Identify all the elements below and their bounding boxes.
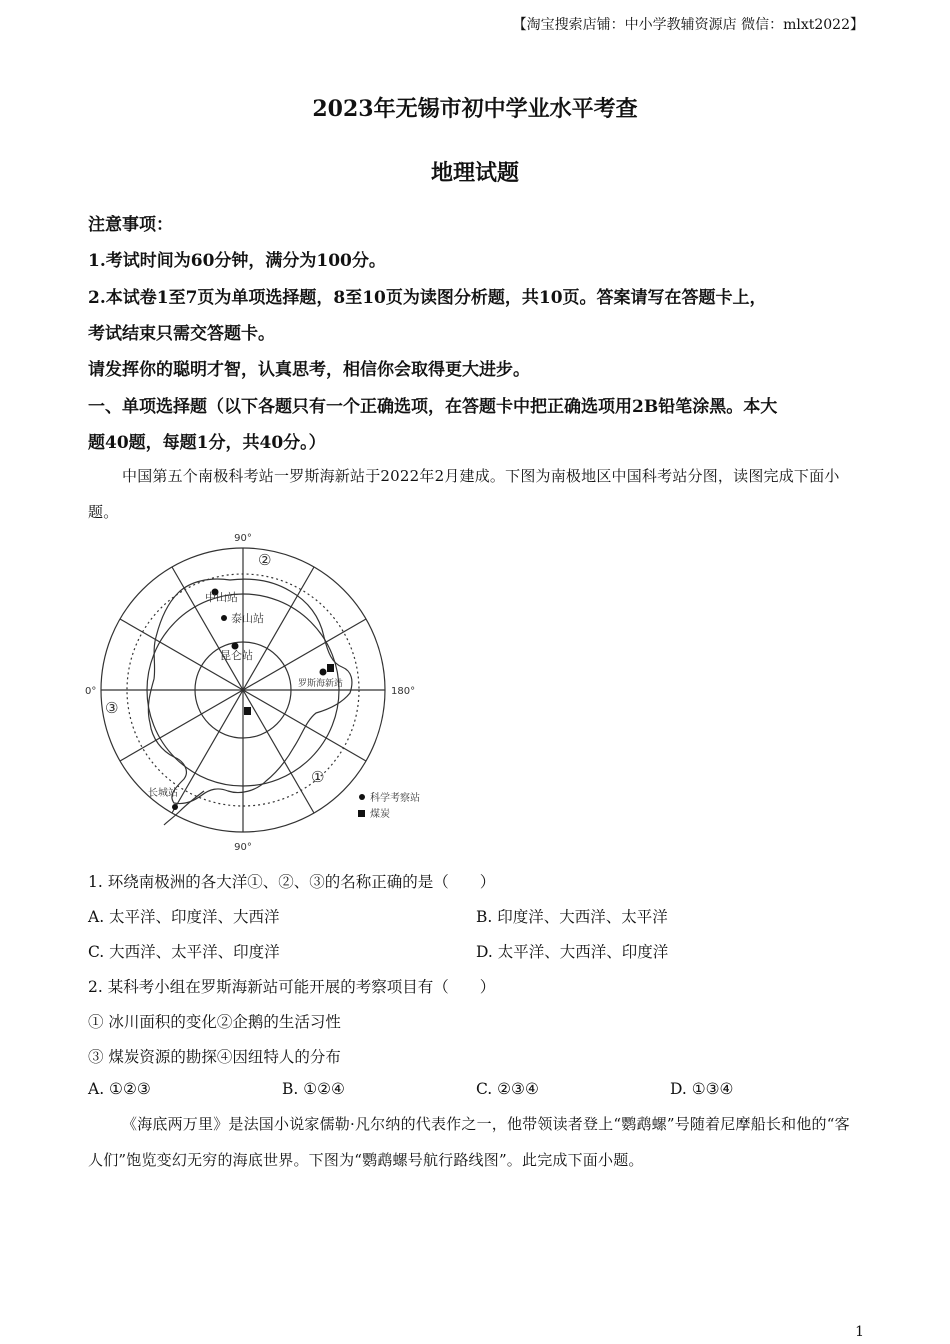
legend-coal-mark — [358, 810, 365, 817]
zhongshan-label: 中山站 — [205, 591, 238, 604]
question-1-option-c: C. 大西洋、太平洋、印度洋 — [88, 943, 280, 961]
question-2-items-2: ③ 煤炭资源的勘探④因纽特人的分布 — [88, 1048, 341, 1066]
coal-mark-center — [244, 707, 251, 715]
ocean-2-label: ② — [258, 551, 272, 569]
changcheng-label: 长城站 — [148, 788, 178, 799]
bottom-longitude-label: 90° — [234, 842, 252, 853]
header-note: 【淘宝搜索店铺：中小学教辅资源店 微信：mlxt2022】 — [512, 17, 864, 33]
question-2-option-b: B. ①②④ — [282, 1080, 345, 1098]
taishan-station-dot — [221, 615, 227, 621]
question-1-option-d: D. 太平洋、大西洋、印度洋 — [476, 943, 669, 961]
page-number: 1 — [855, 1324, 864, 1340]
section-heading-line1: 一、单项选择题（以下各题只有一个正确选项，在答题卡中把正确选项用2B铅笔涂黑。本大 — [88, 397, 778, 417]
right-longitude-label: 180° — [391, 686, 416, 697]
question-2-items-1: ① 冰川面积的变化②企鹅的生活习性 — [88, 1013, 341, 1031]
question-2-option-c: C. ②③④ — [476, 1080, 539, 1098]
intro-paragraph-1: 中国第五个南极科考站一罗斯海新站于2022年2月建成。下图为南极地区中国科考站分图，读图完成下面小题。 — [88, 467, 840, 521]
question-1-option-b: B. 印度洋、大西洋、太平洋 — [476, 908, 668, 926]
notice-heading: 注意事项： — [88, 215, 173, 235]
changcheng-station-dot — [172, 804, 178, 810]
notice-item-2b: 考试结束只需交答题卡。 — [88, 324, 275, 344]
legend-station-label: 科学考察站 — [370, 793, 420, 804]
antarctic-station-map — [80, 525, 430, 855]
intro-paragraph-2: 《海底两万里》是法国小说家儒勒·凡尔纳的代表作之一，他带领读者登上“鹦鹉螺”号随着尼摩船长和他的“客人们”饱览变幻无穷的海底世界。下图为“鹦鹉螺号航行路线图”。此完成下面小题。 — [88, 1115, 850, 1169]
notice-item-2a: 2.本试卷1至7页为单项选择题，8至10页为读图分析题，共10页。答案请写在答题卡上， — [88, 288, 767, 308]
top-longitude-label: 90° — [234, 533, 252, 544]
ocean-1-label: ① — [311, 768, 325, 786]
question-1-stem: 1. 环绕南极洲的各大洋①、②、③的名称正确的是（ ） — [88, 873, 496, 891]
exam-title: 2023年无锡市初中学业水平考查 — [312, 96, 638, 122]
question-2-stem: 2. 某科考小组在罗斯海新站可能开展的考察项目有（ ） — [88, 978, 496, 996]
taishan-label: 泰山站 — [231, 612, 264, 625]
rossnew-station-dot — [320, 669, 327, 676]
coal-mark-ross — [327, 664, 334, 672]
question-2-option-d: D. ①③④ — [670, 1080, 734, 1098]
rossnew-label: 罗斯海新站 — [298, 679, 344, 689]
notice-item-1: 1.考试时间为60分钟，满分为100分。 — [88, 251, 386, 271]
legend-coal-label: 煤炭 — [370, 809, 390, 820]
question-2-option-a: A. ①②③ — [88, 1080, 151, 1098]
question-1-option-a: A. 太平洋、印度洋、大西洋 — [88, 908, 280, 926]
section-heading-line2: 题40题，每题1分，共40分。） — [88, 433, 326, 453]
left-longitude-label: 0° — [85, 686, 97, 697]
ocean-3-label: ③ — [105, 699, 119, 717]
exam-subtitle: 地理试题 — [430, 160, 519, 186]
kunlun-label: 昆仑站 — [220, 649, 253, 662]
notice-encourage: 请发挥你的聪明才智，认真思考，相信你会取得更大进步。 — [88, 360, 530, 380]
legend-station-dot — [359, 794, 365, 800]
